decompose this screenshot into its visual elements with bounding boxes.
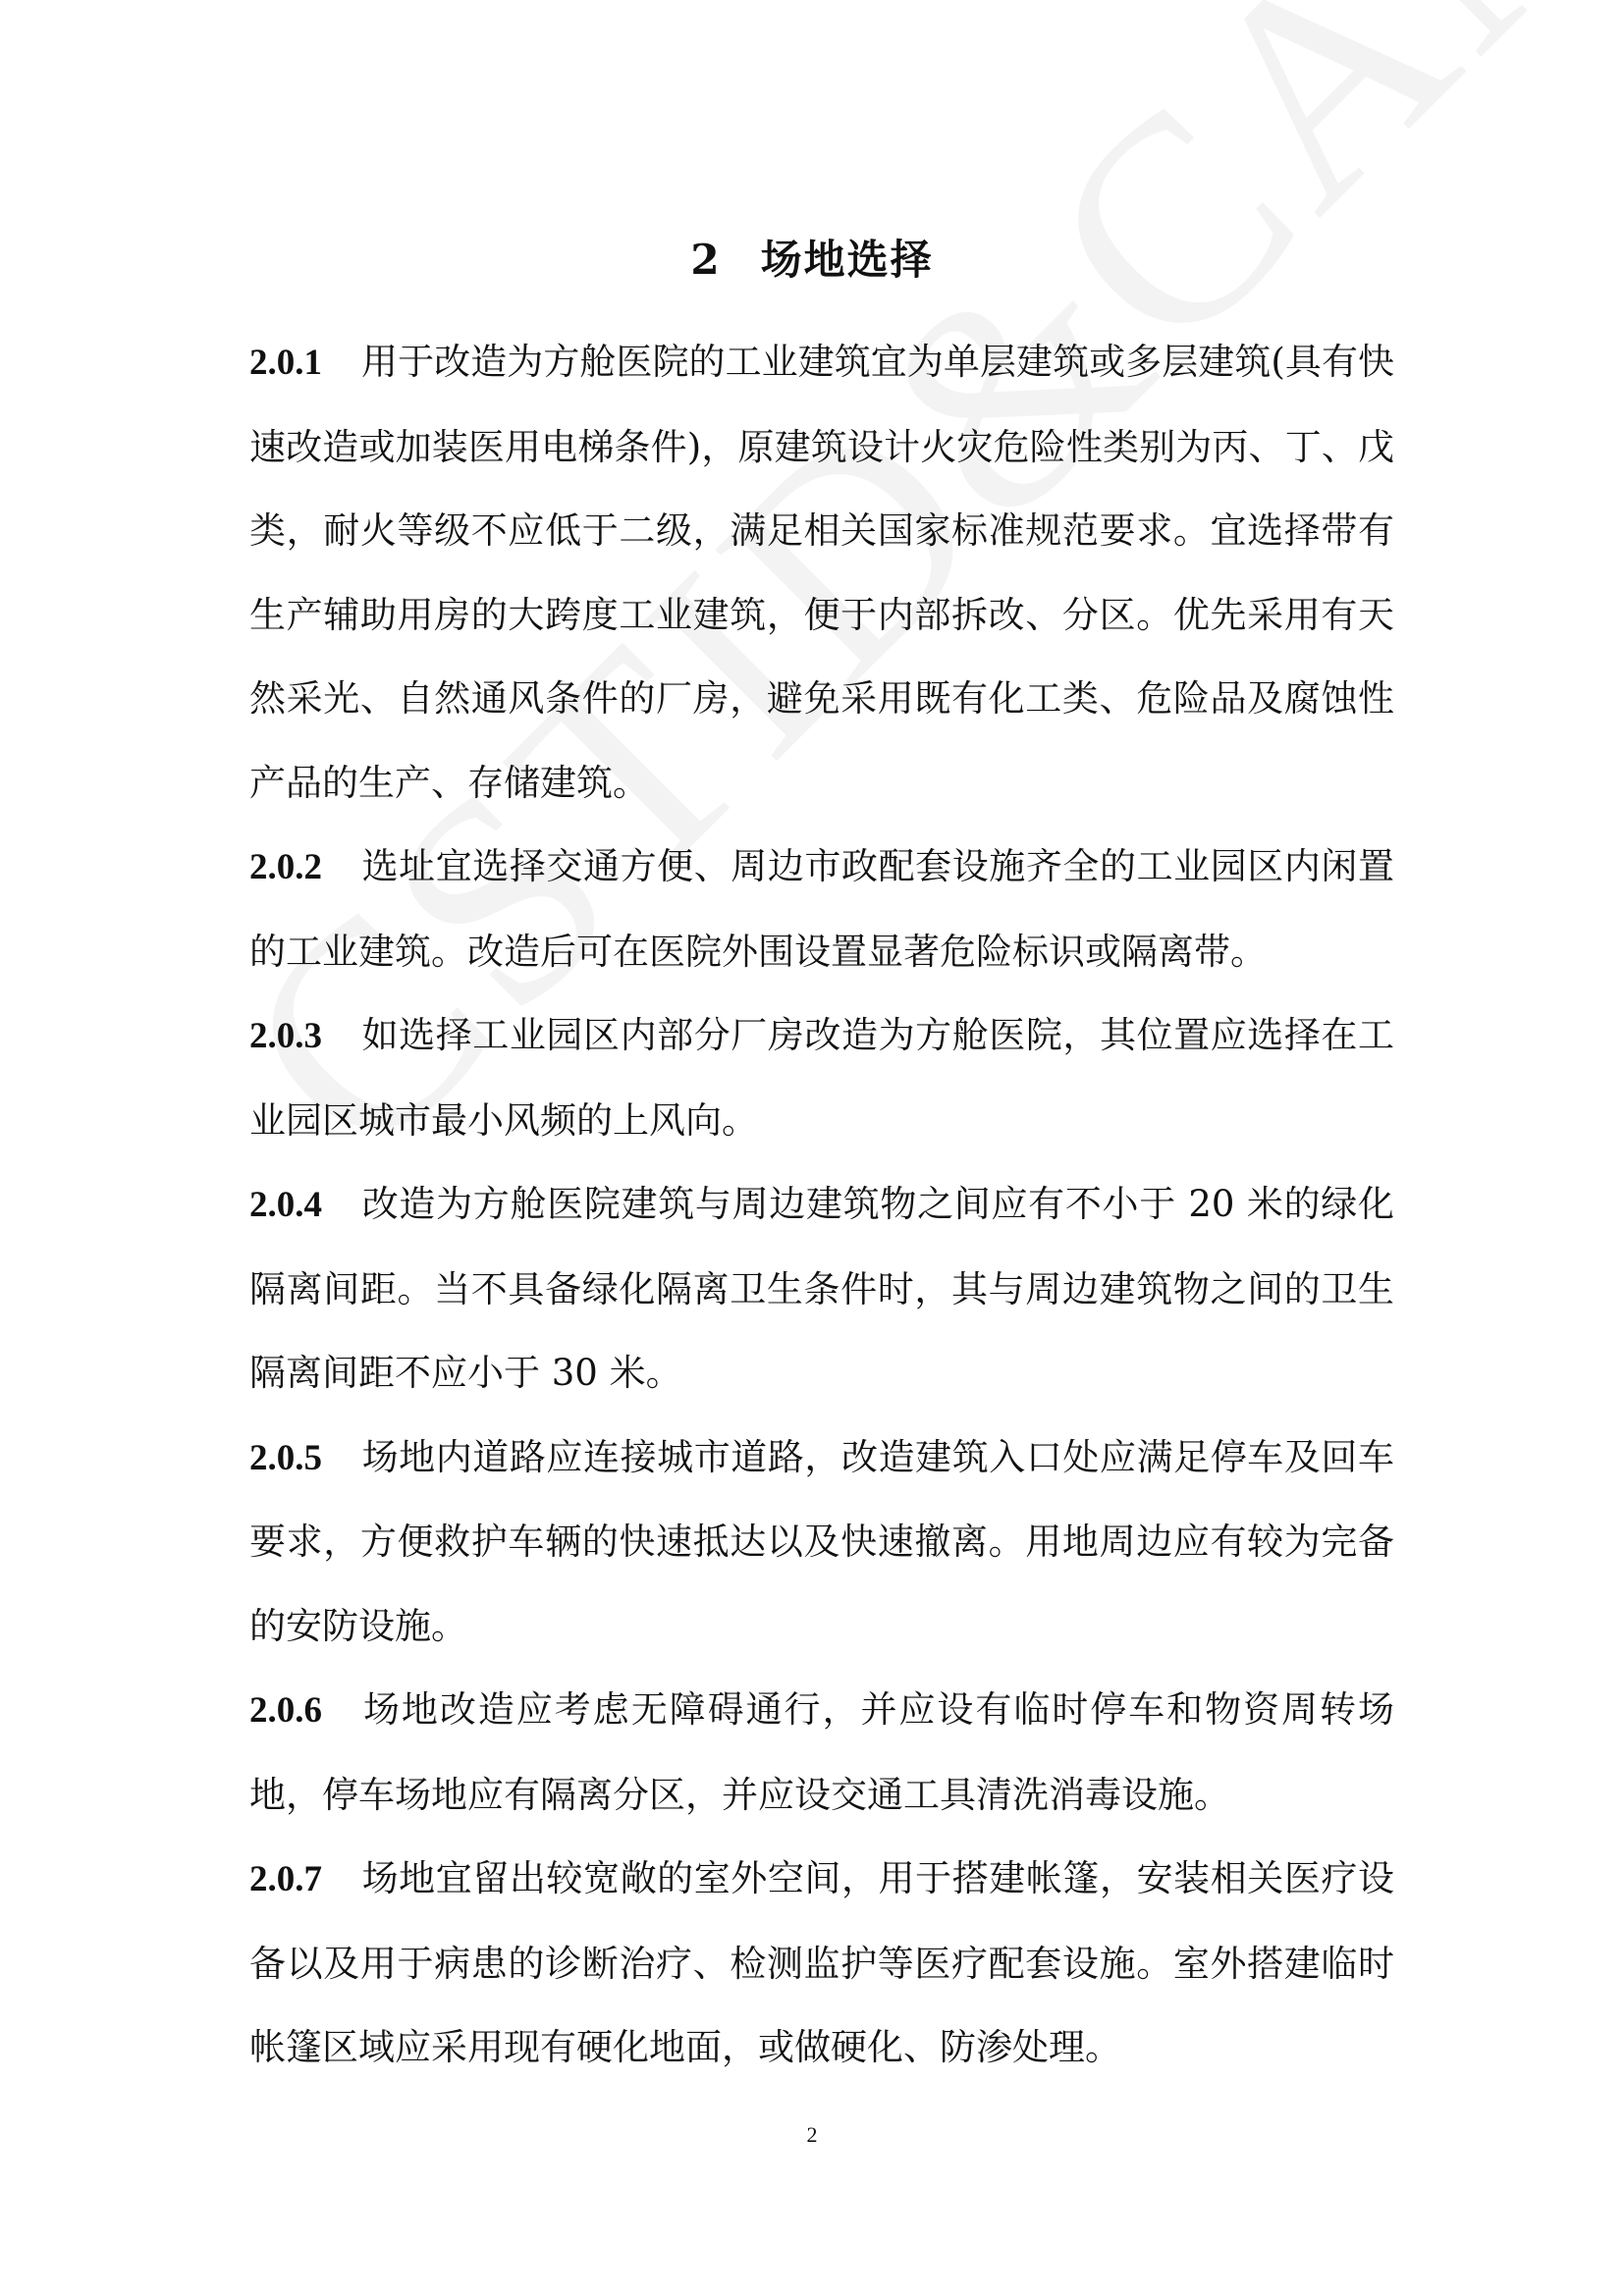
clause-2-0-3	[249, 993, 1394, 1162]
clause-number: 2.0.7	[249, 1859, 322, 1899]
clause-text: 场地改造应考虑无障碍通行，并应设有临时停车和物资周转场地，停车场地应有隔离分区，并应设交通工具清洗消毒设施。	[249, 1688, 1394, 1816]
section-number: 2	[690, 236, 722, 284]
clause-number: 2.0.5	[249, 1437, 322, 1478]
clause-text: 场地宜留出较宽敞的室外空间，用于搭建帐篷，安装相关医疗设备以及用于病患的诊断治疗、检测监护等医疗配套设施。室外搭建临时帐篷区域应采用现有硬化地面，或做硬化、防渗处理。	[249, 1857, 1394, 2068]
clause-text: 如选择工业园区内部分厂房改造为方舱医院，其位置应选择在工业园区城市最小风频的上风向。	[249, 1014, 1394, 1142]
clause-2-0-5	[249, 1415, 1394, 1669]
clause-text: 改造为方舱医院建筑与周边建筑物之间应有不小于 20 米的绿化隔离间距。当不具备绿化隔离卫生条件时，其与周边建筑物之间的卫生隔离间距不应小于 30 米。	[249, 1183, 1394, 1394]
clause-number: 2.0.4	[249, 1185, 322, 1225]
clause-text: 用于改造为方舱医院的工业建筑宜为单层建筑或多层建筑(具有快速改造或加装医用电梯条件)，原建筑设计火灾危险性类别为丙、丁、戊类，耐火等级不应低于二级，满足相关国家标准规范要求。宜选择带有生产辅助用房的大跨度工业建筑，便于内部拆改、分区。优先采用有天然采光、自然通风条件的厂房，避免采用既有化工类、危险品及腐蚀性产品的生产、存储建筑。	[249, 341, 1394, 804]
clause-number: 2.0.6	[249, 1690, 322, 1731]
clause-number: 2.0.3	[249, 1016, 322, 1056]
section-heading	[0, 228, 1624, 287]
clause-text: 场地内道路应连接城市道路，改造建筑入口处应满足停车及回车要求，方便救护车辆的快速抵达以及快速撤离。用地周边应有较为完备的安防设施。	[249, 1435, 1394, 1647]
page-number: 2	[806, 2122, 818, 2147]
clause-number: 2.0.2	[249, 847, 322, 887]
clause-2-0-1	[249, 320, 1394, 825]
clause-list	[249, 320, 1394, 2090]
clause-text: 选址宜选择交通方便、周边市政配套设施齐全的工业园区内闲置的工业建筑。改造后可在医院外围设置显著危险标识或隔离带。	[249, 845, 1394, 973]
clause-2-0-7	[249, 1837, 1394, 2090]
section-title: 场地选择	[760, 236, 934, 284]
clause-2-0-4	[249, 1162, 1394, 1415]
clause-2-0-2	[249, 825, 1394, 993]
clause-number: 2.0.1	[249, 343, 322, 383]
clause-2-0-6	[249, 1668, 1394, 1837]
